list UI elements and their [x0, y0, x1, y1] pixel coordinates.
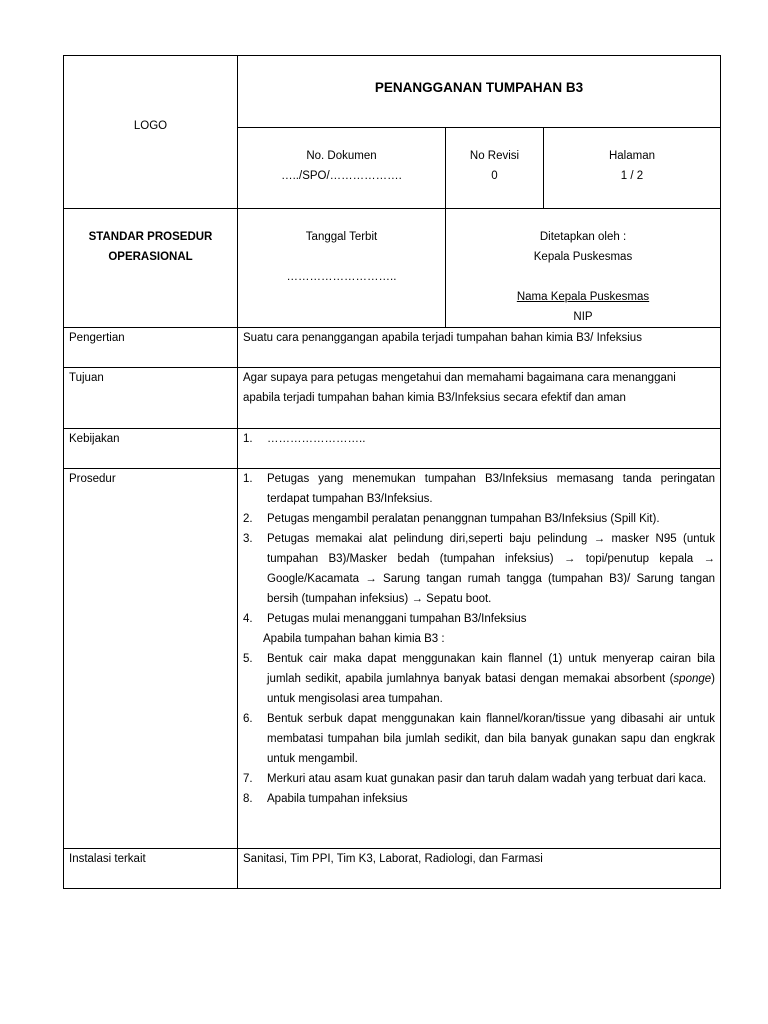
- step-text: Apabila tumpahan infeksius: [267, 793, 408, 805]
- step-text: Petugas memakai alat pelindung diri,seperti baju pelindung → masker N95 (untuk tumpahan B3)/Masker bedah (tumpahan infeksius) → topi/penutup kepala → Google/Kacamata → Sarung tangan rumah tangga (tumpahan B3)/ Sarung tangan bersih (tumpahan infeksius) → Sepatu boot.: [267, 533, 715, 605]
- step-number: 7.: [243, 773, 253, 785]
- step-number: 6.: [243, 713, 253, 725]
- logo-cell: [63, 55, 238, 209]
- title-cell: [237, 55, 721, 128]
- spo-cell: [63, 208, 238, 328]
- pengertian-label-cell: [63, 327, 238, 368]
- sub-heading-text: Apabila tumpahan bahan kimia B3 :: [263, 633, 445, 645]
- ditetapkan-jabatan: Kepala Puskesmas: [533, 251, 633, 263]
- tanggal-terbit-value: ………………………..: [286, 271, 397, 283]
- prosedur-label: Prosedur: [69, 473, 116, 485]
- tanggal-terbit-label: Tanggal Terbit: [305, 231, 378, 243]
- list-item: [243, 509, 715, 529]
- step-text-emphasis: sponge: [673, 673, 712, 685]
- step-number: 5.: [243, 653, 253, 665]
- step-number: 2.: [243, 513, 253, 525]
- instalasi-text: Sanitasi, Tim PPI, Tim K3, Laborat, Radiologi, dan Farmasi: [243, 853, 543, 865]
- kebijakan-number: 1.: [243, 433, 253, 445]
- instalasi-label-cell: [63, 848, 238, 889]
- halaman-label: Halaman: [608, 150, 656, 162]
- halaman-value: 1 / 2: [620, 170, 644, 182]
- no-revisi-value: 0: [491, 170, 498, 182]
- logo: LOGO: [133, 120, 168, 132]
- list-item: [243, 609, 715, 629]
- step-text: Petugas mengambil peralatan penanggnan tumpahan B3/Infeksius (Spill Kit).: [267, 513, 660, 525]
- ditetapkan-cell: [445, 208, 721, 328]
- list-item: [243, 649, 715, 709]
- tanggal-terbit-cell: [237, 208, 446, 328]
- no-revisi-label: No Revisi: [469, 150, 520, 162]
- list-item: [243, 769, 715, 789]
- halaman-cell: [543, 127, 721, 209]
- no-dokumen-value: …../SPO/……………….: [281, 170, 402, 182]
- step-number: 3.: [243, 533, 253, 545]
- pengertian-text: Suatu cara penanggangan apabila terjadi tumpahan bahan kimia B3/ Infeksius: [243, 332, 642, 344]
- no-dokumen-cell: [237, 127, 446, 209]
- document-title: PENANGGANAN TUMPAHAN B3: [374, 80, 584, 95]
- no-revisi-cell: [445, 127, 544, 209]
- kebijakan-text: ……………………..: [267, 433, 366, 445]
- step-text: Petugas yang menemukan tumpahan B3/Infeksius memasang tanda peringatan terdapat tumpahan B3/Infeksius.: [267, 473, 715, 505]
- tujuan-text-cell: [237, 367, 721, 429]
- list-item: [243, 789, 715, 809]
- step-number: 8.: [243, 793, 253, 805]
- instalasi-text-cell: [237, 848, 721, 889]
- kebijakan-label-cell: [63, 428, 238, 469]
- prosedur-list: [243, 469, 715, 809]
- spo-line-1: STANDAR PROSEDUR: [88, 231, 213, 243]
- step-text: Bentuk serbuk dapat menggunakan kain flannel/koran/tissue yang dibasahi air untuk membatasi tumpahan bila jumlah sedikit, dan bila banyak gunakan sapu dan engkrak untuk mengambil.: [267, 713, 715, 765]
- ditetapkan-nama: Nama Kepala Puskesmas: [516, 291, 650, 303]
- spo-line-2: OPERASIONAL: [108, 251, 193, 263]
- kebijakan-text-cell: [237, 428, 721, 469]
- prosedur-label-cell: [63, 468, 238, 849]
- step-text: Merkuri atau asam kuat gunakan pasir dan taruh dalam wadah yang terbuat dari kaca.: [267, 773, 707, 785]
- tujuan-label-cell: [63, 367, 238, 429]
- no-dokumen-label: No. Dokumen: [306, 150, 377, 162]
- step-number: 1.: [243, 473, 253, 485]
- list-item: [243, 709, 715, 769]
- list-item: [243, 529, 715, 609]
- step-text: Bentuk cair maka dapat menggunakan kain flannel (1) untuk menyerap cairan bila jumlah sedikit, apabila jumlahnya banyak batasi dengan memakai absorbent (: [267, 653, 715, 685]
- instalasi-label: Instalasi terkait: [69, 853, 146, 865]
- tujuan-label: Tujuan: [69, 372, 104, 384]
- kebijakan-label: Kebijakan: [69, 433, 120, 445]
- step-number: 4.: [243, 613, 253, 625]
- tujuan-text: Agar supaya para petugas mengetahui dan memahami bagaimana cara menanggani apabila terjadi tumpahan bahan kimia B3/Infeksius secara efektif dan aman: [243, 372, 676, 404]
- pengertian-label: Pengertian: [69, 332, 125, 344]
- prosedur-text-cell: [237, 468, 721, 849]
- ditetapkan-nip: NIP: [573, 311, 593, 323]
- step-text: ) untuk mengisolasi area tumpahan.: [267, 673, 715, 705]
- list-item: [243, 469, 715, 509]
- ditetapkan-label: Ditetapkan oleh :: [539, 231, 627, 243]
- pengertian-text-cell: [237, 327, 721, 368]
- sub-heading: [243, 629, 715, 649]
- step-text: Petugas mulai menanggani tumpahan B3/Infeksius: [267, 613, 527, 625]
